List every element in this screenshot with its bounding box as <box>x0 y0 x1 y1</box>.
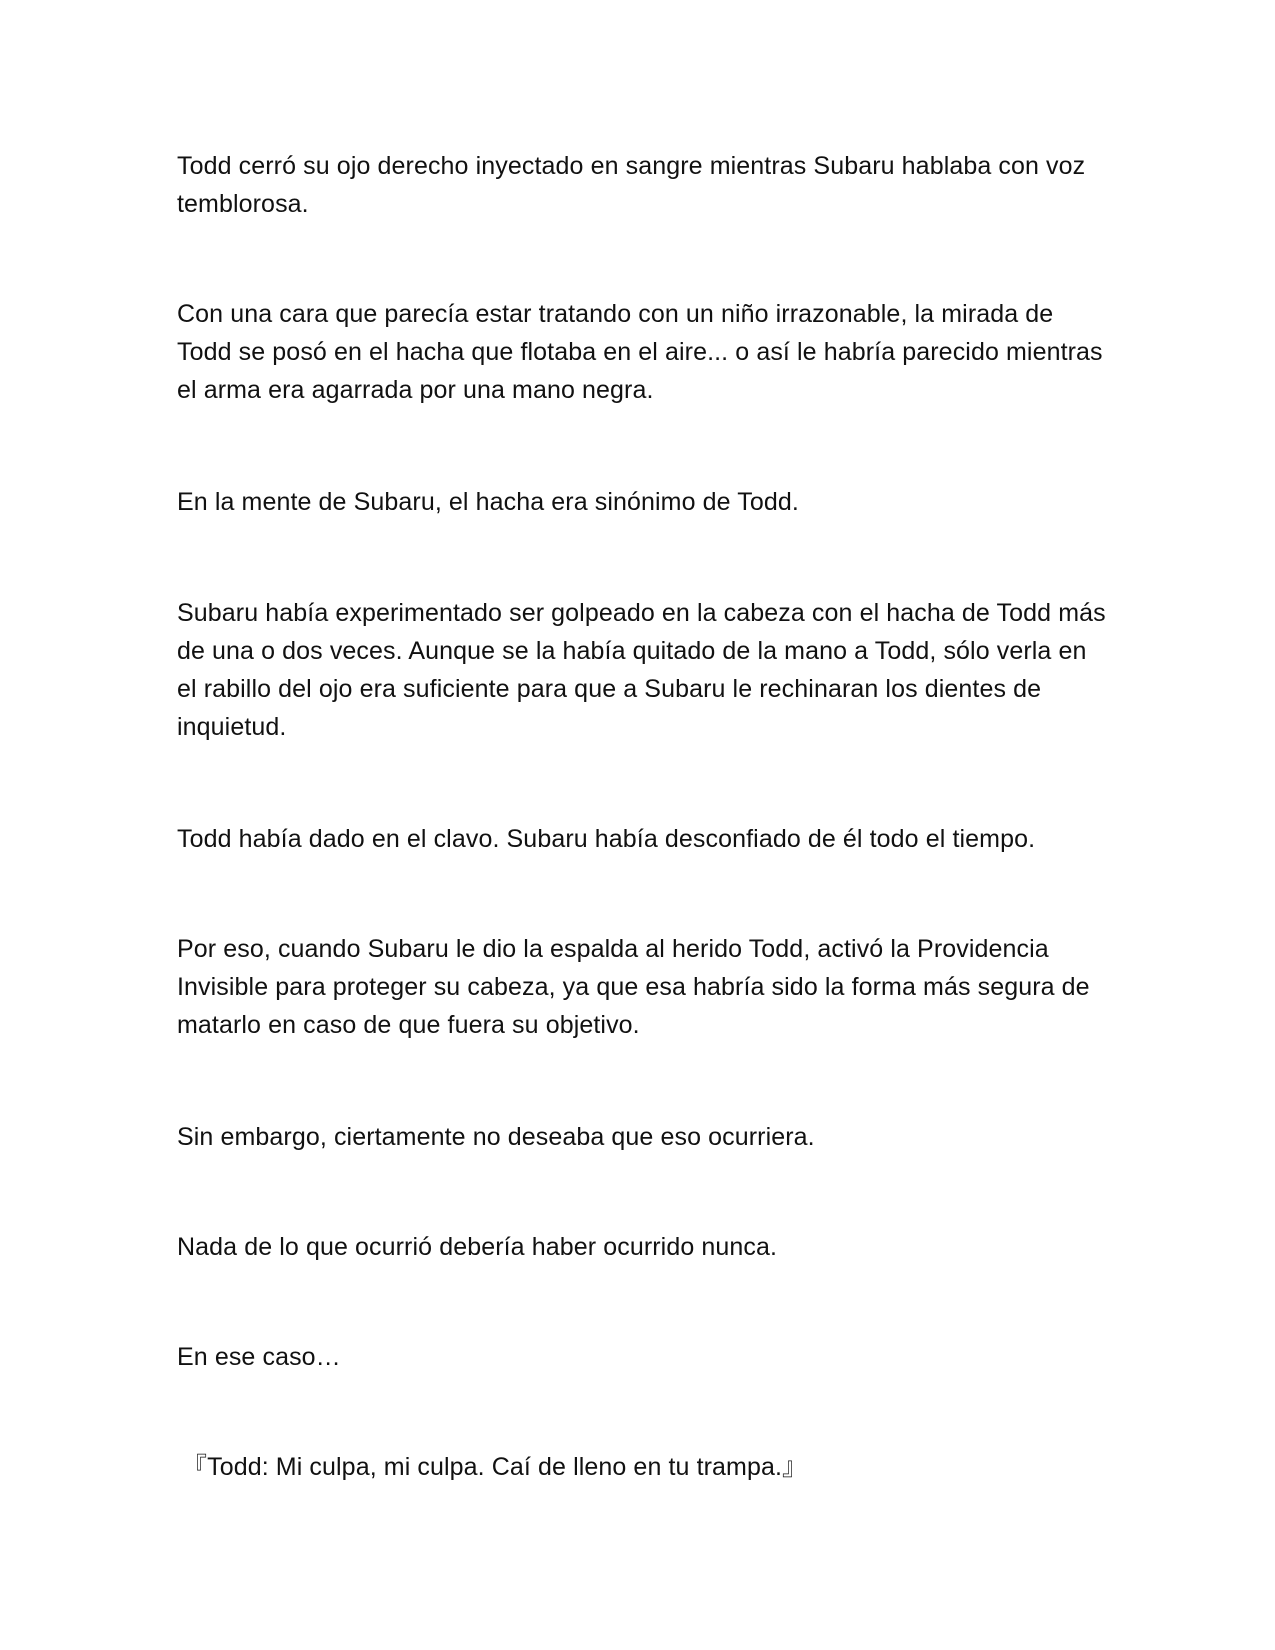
paragraph: Todd había dado en el clavo. Subaru había desconfiado de él todo el tiempo. <box>177 825 1036 853</box>
paragraph: Por eso, cuando Subaru le dio la espalda al herido Todd, activó la Providencia Invisible para proteger su cabeza, ya que esa habría sido la forma más segura de matarlo en caso de que fuera su objetivo. <box>177 935 1090 1039</box>
paragraph: En la mente de Subaru, el hacha era sinónimo de Todd. <box>177 488 799 516</box>
paragraph: Todd cerró su ojo derecho inyectado en sangre mientras Subaru hablaba con voz temblorosa. <box>177 152 1086 218</box>
paragraph: Subaru había experimentado ser golpeado en la cabeza con el hacha de Todd más de una o dos veces. Aunque se la había quitado de la mano a Todd, sólo verla en el rabillo del ojo era suficiente para que a Subaru le rechinaran los dientes de inquietud. <box>177 599 1106 741</box>
dialogue-line: 『Todd: Mi culpa, mi culpa. Caí de lleno en tu trampa.』 <box>182 1453 808 1481</box>
paragraph: Con una cara que parecía estar tratando con un niño irrazonable, la mirada de Todd se posó en el hacha que flotaba en el aire... o así le habría parecido mientras el arma era agarrada por una mano negra. <box>177 300 1103 404</box>
paragraph: Nada de lo que ocurrió debería haber ocurrido nunca. <box>177 1233 778 1261</box>
paragraph: En ese caso… <box>177 1343 341 1371</box>
paragraph: Sin embargo, ciertamente no deseaba que eso ocurriera. <box>177 1123 815 1151</box>
